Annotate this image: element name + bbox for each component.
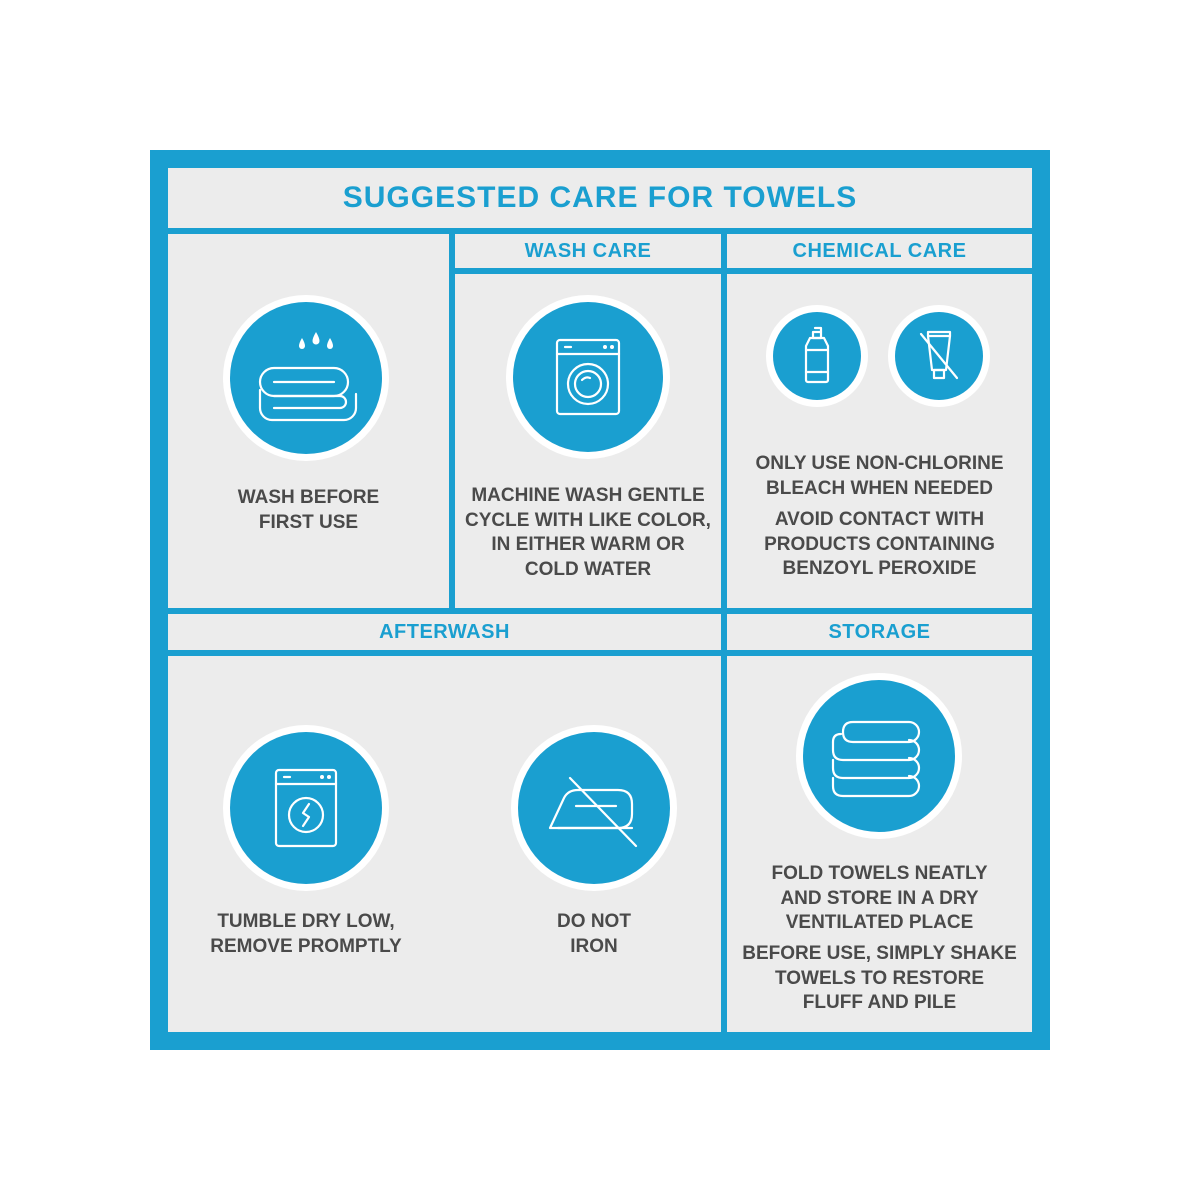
tumble-dryer-icon bbox=[230, 732, 382, 884]
shake-text: BEFORE USE, SIMPLY SHAKE TOWELS TO RESTORE FLUFF AND PILE bbox=[742, 943, 1017, 1013]
wash-care-panel bbox=[455, 274, 721, 608]
page-title: SUGGESTED CARE FOR TOWELS bbox=[168, 168, 1032, 228]
bleach-text: ONLY USE NON-CHLORINE BLEACH WHEN NEEDED bbox=[755, 453, 1004, 499]
towel-with-drops-icon bbox=[230, 302, 382, 454]
wash-care-header: WASH CARE bbox=[455, 234, 721, 268]
do-not-iron-text: DO NOT IRON bbox=[557, 911, 631, 957]
storage-panel bbox=[727, 656, 1032, 1032]
wash-before-text: WASH BEFORE FIRST USE bbox=[237, 487, 380, 533]
tumble-dry-text: TUMBLE DRY LOW, REMOVE PROMPTLY bbox=[210, 911, 402, 957]
no-iron-icon bbox=[518, 732, 670, 884]
machine-wash-text: MACHINE WASH GENTLE CYCLE WITH LIKE COLOR, IN EITHER WARM OR COLD WATER bbox=[465, 485, 711, 580]
folded-towels-icon bbox=[803, 680, 955, 832]
no-cream-tube-icon bbox=[895, 312, 983, 400]
care-chart-frame bbox=[150, 150, 1050, 1050]
bleach-bottle-icon bbox=[773, 312, 861, 400]
washing-machine-icon bbox=[513, 302, 663, 452]
wash-before-panel bbox=[168, 234, 449, 608]
afterwash-header: AFTERWASH bbox=[168, 614, 721, 650]
chemical-care-header: CHEMICAL CARE bbox=[727, 234, 1032, 268]
afterwash-panel bbox=[168, 656, 721, 1032]
fold-text: FOLD TOWELS NEATLY AND STORE IN A DRY VENTILATED PLACE bbox=[771, 863, 988, 933]
benzoyl-text: AVOID CONTACT WITH PRODUCTS CONTAINING BENZOYL PEROXIDE bbox=[764, 509, 995, 579]
storage-header: STORAGE bbox=[727, 614, 1032, 650]
chemical-care-panel bbox=[727, 274, 1032, 608]
